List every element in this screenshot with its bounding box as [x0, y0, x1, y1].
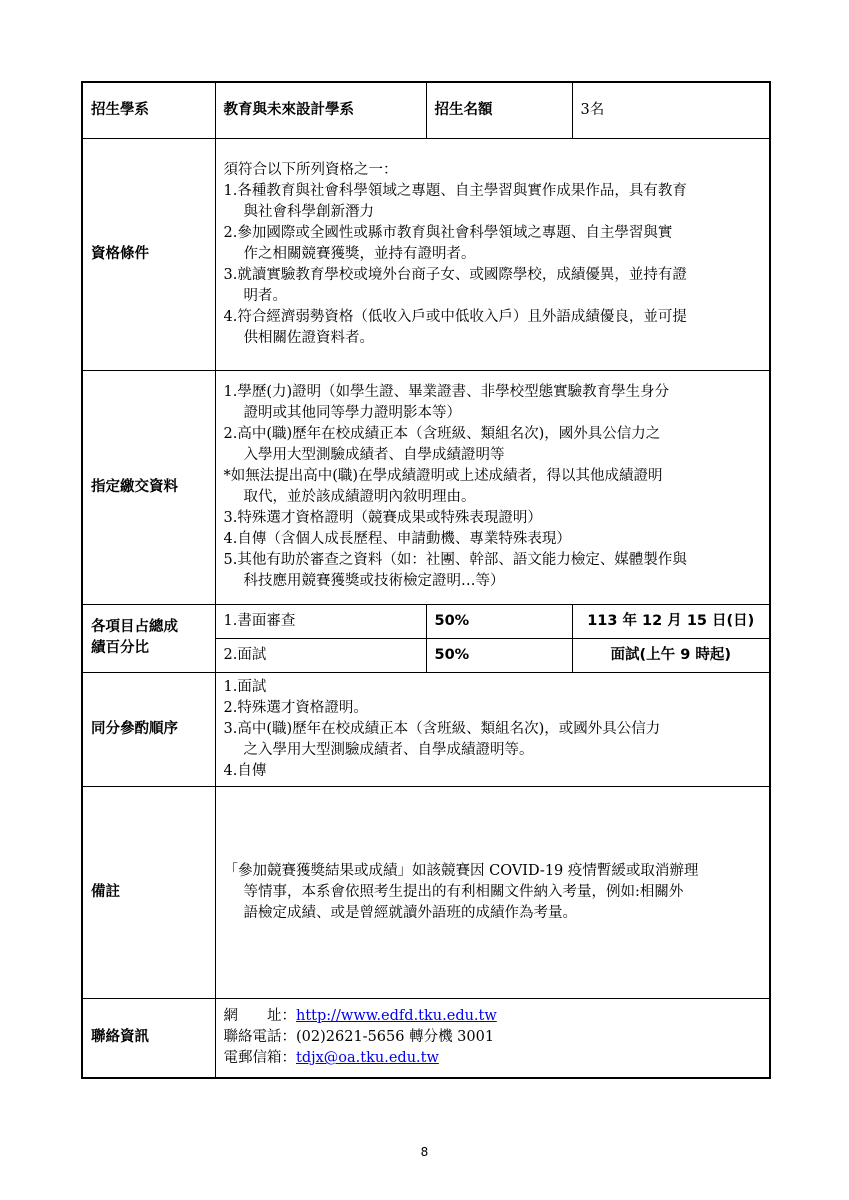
- scoring-label: [82, 604, 215, 672]
- phone-value: (02)2621-5656 轉分機 3001: [296, 1029, 495, 1046]
- phone-line: [224, 1027, 762, 1048]
- text-line: 入學用大型測驗成績者、自學成績證明等: [243, 447, 505, 463]
- scoring-label-line1: 各項目占總成: [91, 619, 178, 635]
- dept-value: 教育與未來設計學系: [215, 82, 426, 138]
- text-line: 3.特殊選才資格證明（競賽成果或特殊表現證明）: [223, 510, 542, 526]
- text-line: 明者。: [243, 287, 287, 304]
- email-line: [224, 1048, 762, 1069]
- remarks-label: 備註: [82, 786, 215, 998]
- text-line: 2.高中(職)歷年在校成績正本（含班級、類組名次)，國外具公信力之: [223, 426, 661, 442]
- qualifications-content: [215, 138, 770, 370]
- phone-label: 聯絡電話：: [223, 1029, 296, 1046]
- text-line: 科技應用競賽獲獎或技術檢定證明…等）: [243, 573, 505, 589]
- text-line: *如無法提出高中(職)在學成績證明或上述成績者，得以其他成績證明: [223, 468, 663, 484]
- tiebreak-label: 同分參酌順序: [82, 672, 215, 786]
- text-line: 4.自傳: [223, 762, 267, 779]
- quota-value: 3名: [572, 82, 770, 138]
- text-line: 1.面試: [223, 678, 267, 695]
- documents-label: 指定繳交資料: [82, 370, 215, 604]
- text-line: 等情事，本系會依照考生提出的有利相關文件納入考量，例如:相關外: [243, 883, 684, 900]
- email-link[interactable]: tdjx@oa.tku.edu.tw: [296, 1050, 439, 1067]
- text-line: 4.自傳（含個人成長歷程、申請動機、專業特殊表現）: [223, 531, 571, 547]
- admission-table: [81, 81, 771, 1079]
- text-line: 與社會科學創新潛力: [243, 203, 374, 220]
- contact-content: [215, 998, 770, 1078]
- exam-date: 113 年 12 月 15 日(日): [572, 604, 770, 638]
- remarks-row: [82, 786, 770, 998]
- text-line: 語檢定成績、或是曾經就讀外語班的成績作為考量。: [243, 904, 577, 921]
- documents-content: [215, 370, 770, 604]
- qualifications-label: 資格條件: [82, 138, 215, 370]
- text-line: 5.其他有助於審查之資料（如：社團、幹部、語文能力檢定、媒體製作與: [223, 552, 687, 568]
- text-line: 作之相關競賽獲獎，並持有證明者。: [243, 245, 476, 262]
- email-label: 電郵信箱：: [223, 1050, 296, 1067]
- scoring-row-1: [82, 604, 770, 638]
- scoring-item-name: 2.面試: [215, 638, 426, 672]
- website-line: [224, 1006, 762, 1027]
- text-line: 證明或其他同等學力證明影本等）: [243, 405, 461, 421]
- remarks-content: [215, 786, 770, 998]
- scoring-item-percent: 50%: [426, 604, 572, 638]
- documents-row: [82, 370, 770, 604]
- scoring-label-line2: 績百分比: [91, 640, 149, 656]
- tiebreak-row: [82, 672, 770, 786]
- tiebreak-lines: [224, 677, 762, 782]
- scoring-item-name: 1.書面審查: [215, 604, 426, 638]
- text-line: 取代，並於該成績證明內敘明理由。: [243, 489, 476, 505]
- text-line: 3.高中(職)歷年在校成績正本（含班級、類組名次)，或國外具公信力: [223, 720, 661, 737]
- text-line: 須符合以下所列資格之一：: [223, 161, 398, 178]
- text-line: 4.符合經濟弱勢資格（低收入戶或中低收入戶）且外語成績優良，並可提: [223, 308, 687, 325]
- text-line: 2.特殊選才資格證明。: [223, 699, 368, 716]
- text-line: 供相關佐證資料者。: [243, 329, 374, 346]
- scoring-item-percent: 50%: [426, 638, 572, 672]
- dept-label: 招生學系: [82, 82, 215, 138]
- tiebreak-content: [215, 672, 770, 786]
- contact-label: 聯絡資訊: [82, 998, 215, 1078]
- text-line: 3.就讀實驗教育學校或境外台商子女、或國際學校，成績優異，並持有證: [223, 266, 687, 283]
- header-row: [82, 82, 770, 138]
- text-line: 2.參加國際或全國性或縣市教育與社會科學領域之專題、自主學習與實: [223, 224, 673, 241]
- text-line: 1.各種教育與社會科學領域之專題、自主學習與實作成果作品，具有教育: [223, 182, 687, 199]
- page-number: 8: [420, 1145, 429, 1159]
- exam-time: 面試(上午 9 時起): [572, 638, 770, 672]
- contact-row: [82, 998, 770, 1078]
- documents-lines: [224, 382, 762, 592]
- remarks-lines: [224, 861, 762, 924]
- text-line: 之入學用大型測驗成績者、自學成績證明等。: [243, 741, 534, 758]
- qualifications-lines: [224, 160, 762, 349]
- quota-label: 招生名額: [426, 82, 572, 138]
- qualifications-row: [82, 138, 770, 370]
- website-label: 網 址：: [223, 1008, 296, 1025]
- website-link[interactable]: http://www.edfd.tku.edu.tw: [296, 1008, 497, 1025]
- text-line: 「參加競賽獲獎結果或成績」如該競賽因 COVID-19 疫情暫緩或取消辦理: [223, 862, 699, 879]
- text-line: 1.學歷(力)證明（如學生證、畢業證書、非學校型態實驗教育學生身分: [223, 384, 670, 400]
